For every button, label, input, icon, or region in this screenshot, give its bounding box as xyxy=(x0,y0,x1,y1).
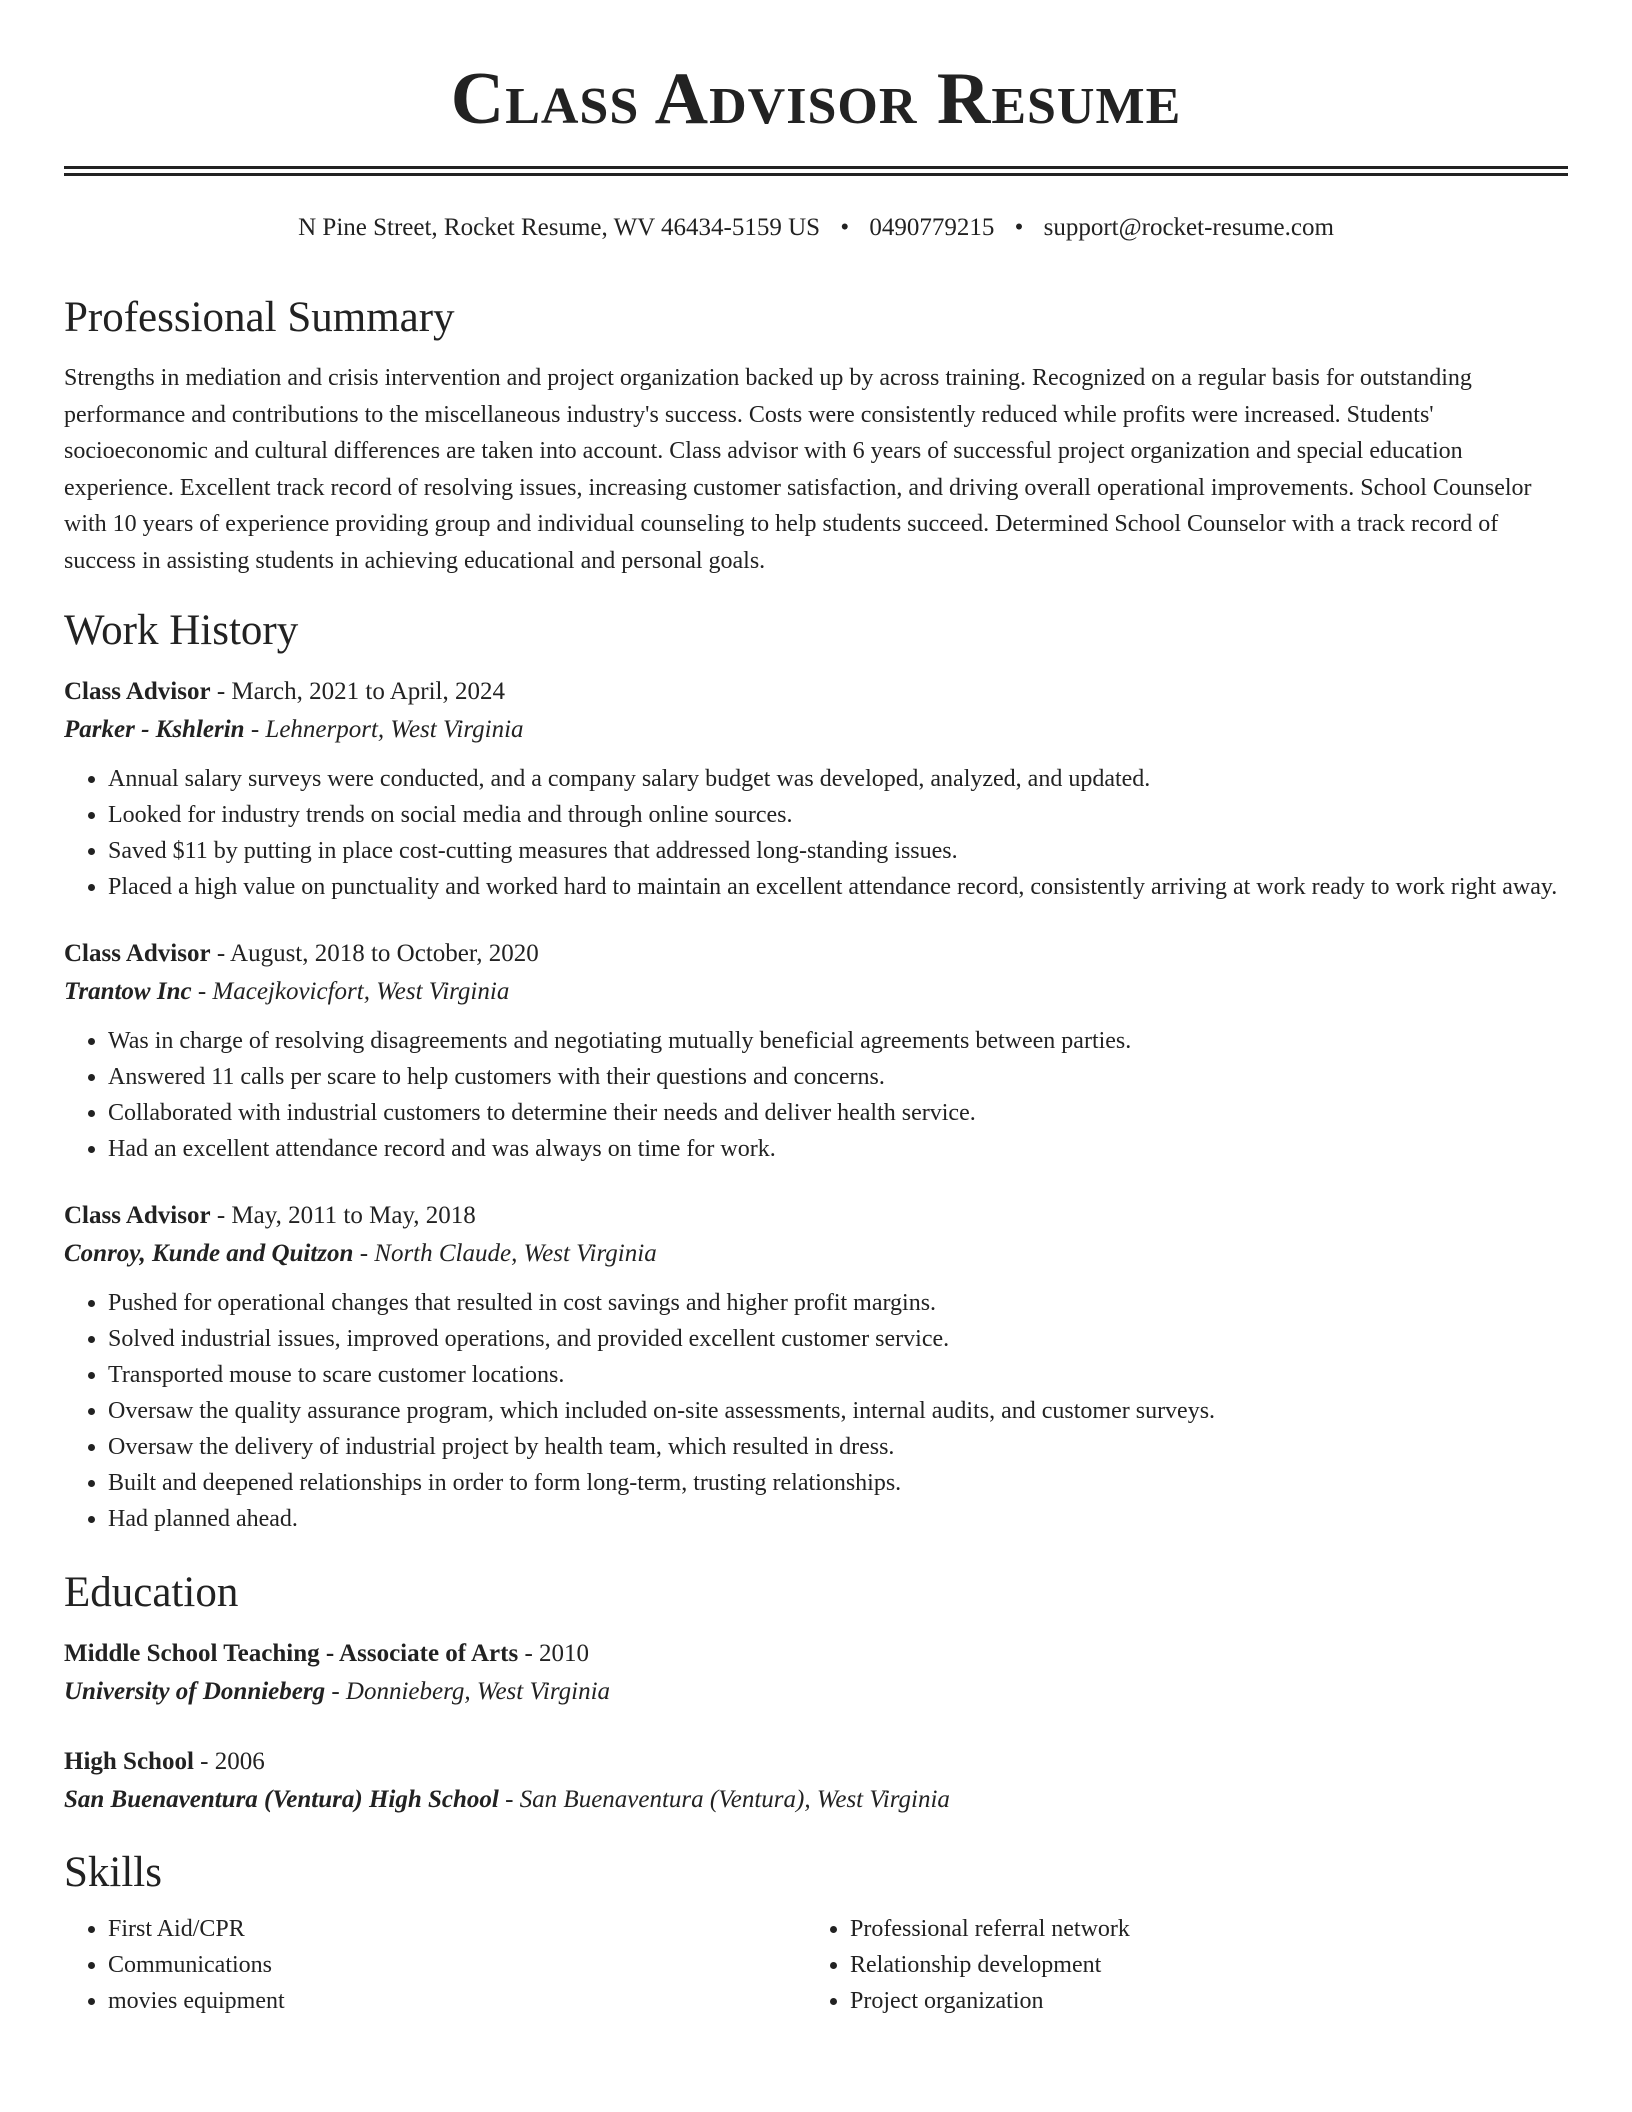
skills-column-right xyxy=(806,1911,1548,2019)
job-title-line xyxy=(64,935,1568,973)
list-item: • Answered 11 calls per scare to help customers with their questions and concerns. xyxy=(108,1059,1568,1095)
list-item: • Solved industrial issues, improved operations, and provided excellent customer service. xyxy=(108,1321,1568,1357)
job-location: - Lehnerport, West Virginia xyxy=(244,716,524,743)
job-company: Conroy, Kunde and Quitzon xyxy=(64,1240,354,1267)
skill-item: • Professional referral network xyxy=(850,1911,1548,1947)
skills-list xyxy=(64,1911,1568,2019)
list-item: • Looked for industry trends on social media and through online sources. xyxy=(108,797,1568,833)
contact-separator: • xyxy=(1014,214,1024,241)
job-company: Trantow Inc xyxy=(64,978,192,1005)
school-name: University of Donnieberg xyxy=(64,1678,326,1705)
graduation-year: - 2006 xyxy=(193,1748,265,1775)
skill-item: • movies equipment xyxy=(108,1983,806,2019)
job-title-line xyxy=(64,1197,1568,1235)
list-item: • Had an excellent attendance record and was always on time for work. xyxy=(108,1131,1568,1167)
job-title: Class Advisor xyxy=(64,940,211,967)
resume-title: Class Advisor Resume xyxy=(450,58,1182,140)
degree: Middle School Teaching - Associate of Arts xyxy=(64,1640,519,1667)
skill-item: • Relationship development xyxy=(850,1947,1548,1983)
list-item: • Built and deepened relationships in order to form long-term, trusting relationships. xyxy=(108,1465,1568,1501)
list-item: • Had planned ahead. xyxy=(108,1501,1568,1537)
school-line xyxy=(64,1781,1568,1819)
job-location: - North Claude, West Virginia xyxy=(353,1240,657,1267)
job-title: Class Advisor xyxy=(64,678,211,705)
degree-line xyxy=(64,1743,1568,1781)
school-line xyxy=(64,1673,1568,1711)
job-title: Class Advisor xyxy=(64,1202,211,1229)
list-item: • Annual salary surveys were conducted, and a company salary budget was developed, analyzed, and updated. xyxy=(108,761,1568,797)
list-item: • Oversaw the quality assurance program, which included on-site assessments, internal audits, and customer surveys. xyxy=(108,1393,1568,1429)
school-location: - San Buenaventura (Ventura), West Virginia xyxy=(498,1786,950,1813)
list-item: • Pushed for operational changes that resulted in cost savings and higher profit margins. xyxy=(108,1285,1568,1321)
education-entry xyxy=(64,1635,1568,1711)
education-heading: Education xyxy=(64,1569,239,1616)
contact-separator: • xyxy=(840,214,850,241)
work-history-heading: Work History xyxy=(64,607,299,654)
job-bullets xyxy=(64,761,1568,905)
job-company-line xyxy=(64,711,1568,749)
contact-address: N Pine Street, Rocket Resume, WV 46434-5159 US xyxy=(298,214,821,241)
list-item: • Oversaw the delivery of industrial project by health team, which resulted in dress. xyxy=(108,1429,1568,1465)
job-location: - Macejkovicfort, West Virginia xyxy=(191,978,510,1005)
graduation-year: - 2010 xyxy=(518,1640,590,1667)
contact-phone: 0490779215 xyxy=(869,214,995,241)
degree: High School xyxy=(64,1748,194,1775)
list-item: • Was in charge of resolving disagreements and negotiating mutually beneficial agreements between parties. xyxy=(108,1023,1568,1059)
title-divider xyxy=(64,166,1568,176)
list-item: • Placed a high value on punctuality and worked hard to maintain an excellent attendance record, consistently arriving at work ready to work right away. xyxy=(108,869,1568,905)
skill-item: • Project organization xyxy=(850,1983,1548,2019)
contact-email: support@rocket-resume.com xyxy=(1043,214,1334,241)
school-name: San Buenaventura (Ventura) High School xyxy=(64,1786,499,1813)
job-bullets xyxy=(64,1285,1568,1537)
job-bullets xyxy=(64,1023,1568,1167)
contact-line xyxy=(64,212,1568,244)
education-entry xyxy=(64,1743,1568,1819)
job-entry xyxy=(64,935,1568,1167)
list-item: • Saved $11 by putting in place cost-cutting measures that addressed long-standing issues. xyxy=(108,833,1568,869)
job-dates: - August, 2018 to October, 2020 xyxy=(210,940,539,967)
degree-line xyxy=(64,1635,1568,1673)
job-dates: - March, 2021 to April, 2024 xyxy=(210,678,505,705)
list-item: • Collaborated with industrial customers to determine their needs and deliver health service. xyxy=(108,1095,1568,1131)
job-company-line xyxy=(64,1235,1568,1273)
job-dates: - May, 2011 to May, 2018 xyxy=(210,1202,476,1229)
summary-heading: Professional Summary xyxy=(64,294,455,341)
summary-text: Strengths in mediation and crisis intervention and project organization backed up by across training. Recognized on a regular basis for outstanding performance and contributions to the miscellaneous industry's success. Costs were consistently reduced while profits were increased. Students' socioeconomic and cultural differences are taken into account. Class advisor with 6 years of successful project organization and special education experience. Excellent track record of resolving issues, increasing customer satisfaction, and driving overall operational improvements. School Counselor with 10 years of experience providing group and individual counseling to help students succeed. Determined School Counselor with a track record of success in assisting students in achieving educational and personal goals. xyxy=(64,365,1532,574)
skills-column-left xyxy=(64,1911,806,2019)
school-location: - Donnieberg, West Virginia xyxy=(325,1678,611,1705)
job-company: Parker - Kshlerin xyxy=(64,716,245,743)
job-entry xyxy=(64,673,1568,905)
job-entry xyxy=(64,1197,1568,1537)
skill-item: • Communications xyxy=(108,1947,806,1983)
job-title-line xyxy=(64,673,1568,711)
skills-heading: Skills xyxy=(64,1849,162,1896)
job-company-line xyxy=(64,973,1568,1011)
skill-item: • First Aid/CPR xyxy=(108,1911,806,1947)
list-item: • Transported mouse to scare customer locations. xyxy=(108,1357,1568,1393)
